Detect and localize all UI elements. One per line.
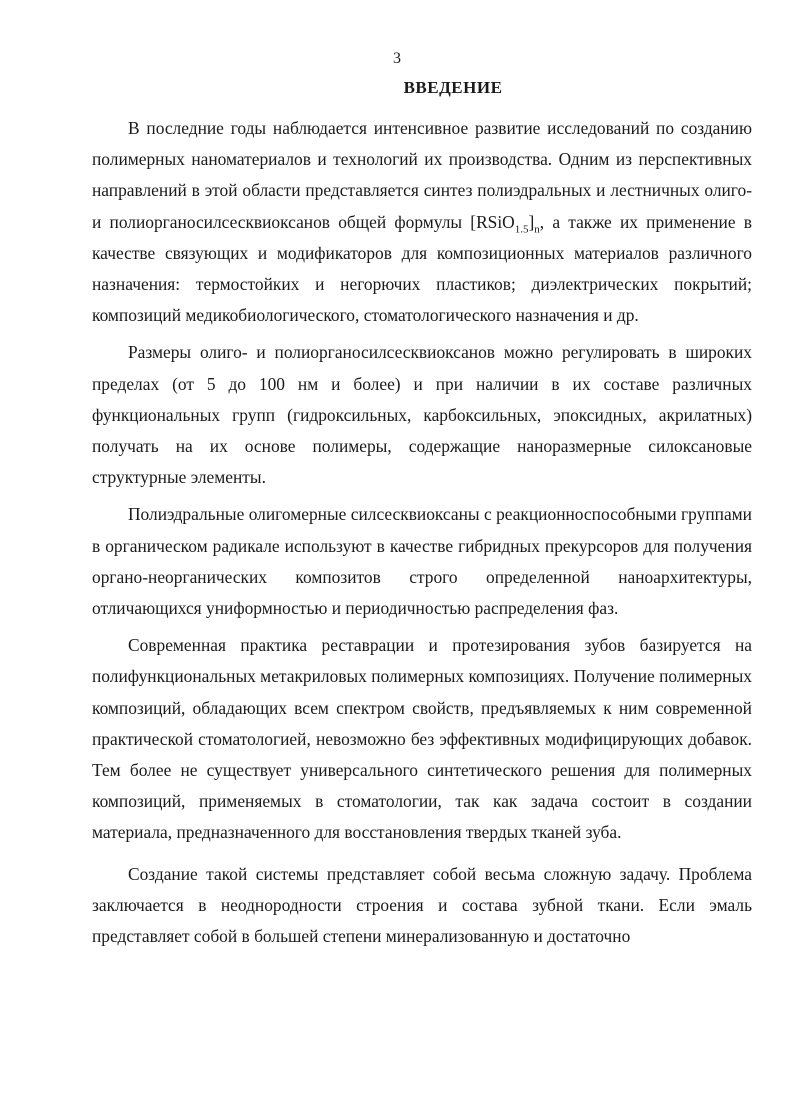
paragraph-5: Создание такой системы представляет собой весьма сложную задачу. Проблема заключается в неоднородности строения и состава зубной ткани. Если эмаль представляет собой в большей степени минерализованную и достаточно — [92, 863, 752, 947]
paragraph-1 — [92, 113, 752, 331]
page-number: 3 — [393, 50, 401, 67]
paragraph-1-text-end: , а также их применение в качестве связующих и модификаторов для композиционных материалов различного назначения: термостойких и негорючих пластиков; диэлектрических покрытий; композиций медикобиологического, стоматологического назначения и др. — [92, 211, 752, 326]
paragraph-1-text-start: В последние годы наблюдается интенсивное развитие исследований по созданию полимерных наноматериалов и технологий их производства. Одним из перспективных направлений в этой области представляется синтез полиэдральных и лестничных олиго- и полиорганосилсесквиоксанов общей формулы — [92, 118, 752, 232]
paragraph-3: Полиэдральные олигомерные силсесквиоксаны с реакционноспособными группами в органическом радикале используют в качестве гибридных прекурсоров для получения органо-неорганических композитов строго определенной наноархитектуры, отличающихся униформностью и периодичностью распределения фаз. — [92, 504, 752, 619]
formula-subscript-n: n — [534, 223, 540, 236]
section-heading: ВВЕДЕНИЕ — [403, 78, 503, 97]
formula-main: [RSiO — [470, 211, 515, 232]
formula-rsio — [470, 211, 540, 236]
formula-subscript: 1.5 — [514, 223, 529, 236]
body-text — [92, 113, 752, 952]
paragraph-2: Размеры олиго- и полиорганосилсесквиоксанов можно регулировать в широких пределах (от 5 до 100 нм и более) и при наличии в их составе различных функциональных групп (гидроксильных, карбоксильных, эпоксидных, акрилатных) получать на их основе полимеры, содержащие наноразмерные силоксановые структурные элементы. — [92, 342, 752, 488]
formula-bracket: ] — [528, 211, 535, 232]
paragraph-4: Современная практика реставрации и протезирования зубов базируется на полифункциональных метакриловых полимерных композициях. Получение полимерных композиций, обладающих всем спектром свойств, предъявляемых к ним современной практической стоматологией, невозможно без эффективных модифицирующих добавок. Тем более не существует универсального синтетического решения для полимерных композиций, применяемых в стоматологии, так как задача состоит в создании материала, предназначенного для восстановления твердых тканей зуба. — [92, 635, 752, 843]
